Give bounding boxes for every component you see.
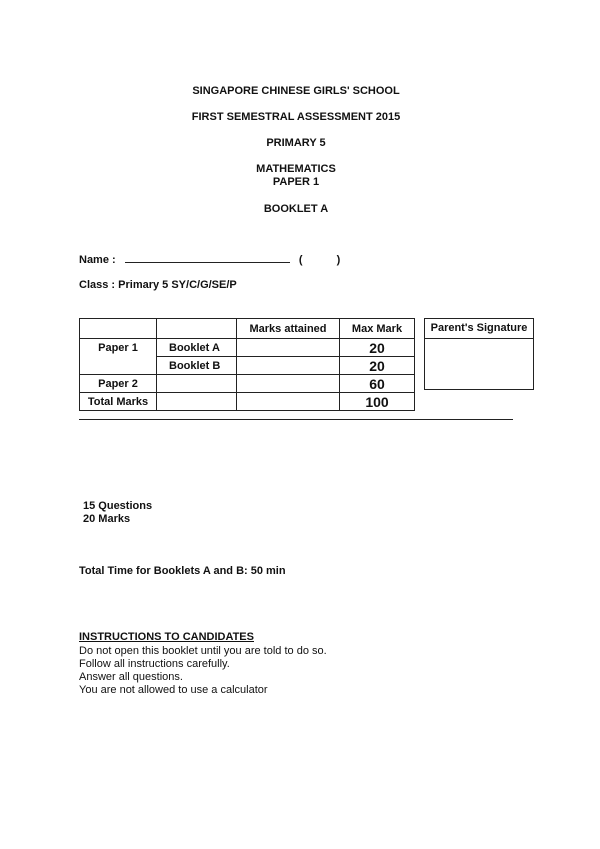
table-row: [80, 375, 415, 393]
instruction-line: Do not open this booklet until you are told to do so.: [79, 645, 327, 657]
max-mark-cell: 20: [340, 339, 415, 357]
class-value: : Primary 5 SY/C/G/SE/P: [111, 279, 237, 291]
total-marks-note: 20 Marks: [83, 513, 131, 525]
marks-attained-cell[interactable]: [237, 357, 340, 375]
table-row: [80, 339, 415, 357]
name-row: [79, 253, 340, 266]
index-open-paren: (: [298, 254, 303, 266]
assessment-title: FIRST SEMESTRAL ASSESSMENT 2015: [191, 111, 401, 123]
paper-label: [80, 357, 157, 375]
instruction-line: You are not allowed to use a calculator: [79, 684, 268, 696]
booklet-label: [157, 393, 237, 411]
parent-signature-box: [424, 318, 534, 390]
class-row: [79, 279, 237, 291]
max-mark-cell: 100: [340, 393, 415, 411]
marks-attained-cell[interactable]: [237, 375, 340, 393]
paper-label: Paper 1: [80, 339, 157, 357]
total-time: Total Time for Booklets A and B: 50 min: [79, 565, 286, 577]
name-label: Name :: [79, 254, 116, 266]
max-mark-cell: 60: [340, 375, 415, 393]
instruction-line: Answer all questions.: [79, 671, 183, 683]
paper-label: Paper 2: [80, 375, 157, 393]
header-cell-1: [80, 319, 157, 339]
booklet-label: Booklet B: [157, 357, 237, 375]
level-title: PRIMARY 5: [266, 137, 326, 149]
divider: [79, 419, 513, 420]
header-cell-2: [157, 319, 237, 339]
booklet-title: BOOKLET A: [263, 203, 329, 215]
index-close-paren: ): [336, 254, 341, 266]
subject-title: MATHEMATICS: [256, 163, 336, 175]
total-label: Total Marks: [80, 393, 157, 411]
paper-title: PAPER 1: [272, 176, 320, 188]
parent-signature-field[interactable]: [425, 339, 533, 391]
table-row: [80, 393, 415, 411]
marks-table-header: [80, 319, 415, 339]
booklet-label: [157, 375, 237, 393]
booklet-label: Booklet A: [157, 339, 237, 357]
instructions-title: INSTRUCTIONS TO CANDIDATES: [79, 631, 254, 643]
parent-signature-title: Parent's Signature: [425, 319, 533, 339]
name-field[interactable]: [125, 253, 290, 263]
school-name: SINGAPORE CHINESE GIRLS' SCHOOL: [192, 85, 400, 97]
instruction-line: Follow all instructions carefully.: [79, 658, 230, 670]
question-count: 15 Questions: [83, 500, 153, 512]
header-marks-attained: Marks attained: [237, 319, 340, 339]
max-mark-cell: 20: [340, 357, 415, 375]
marks-attained-cell[interactable]: [237, 339, 340, 357]
header-max-mark: Max Mark: [340, 319, 415, 339]
marks-table: [79, 318, 415, 411]
class-label: Class: [79, 279, 109, 291]
table-row: [80, 357, 415, 375]
marks-attained-cell[interactable]: [237, 393, 340, 411]
